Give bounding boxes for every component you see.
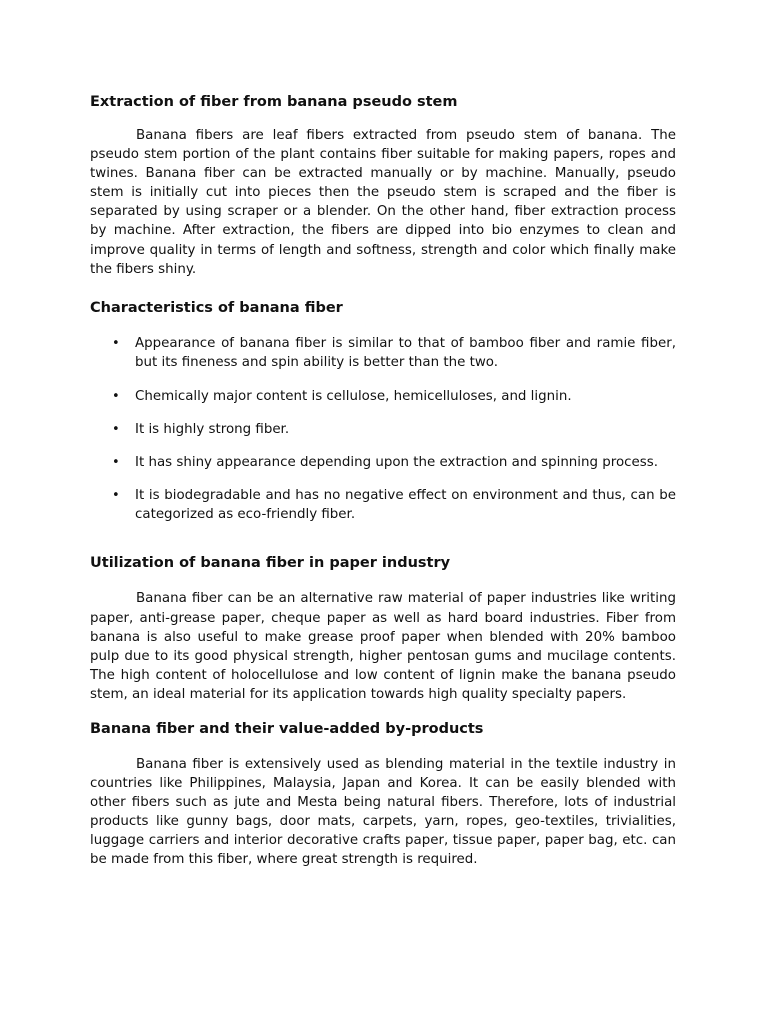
bullet-icon: • [112, 422, 120, 438]
list-item-text: Appearance of banana fiber is similar to that of bamboo fiber and ramie fiber, but its fineness and spin ability is better than the two. [135, 335, 676, 370]
bullet-icon: • [112, 335, 120, 351]
paragraph-by-products: Banana fiber is extensively used as blending material in the textile industry in countries like Philippines, Malaysia, Japan and Korea. It can be easily blended with other fibers such as jute and Mesta being natural fibers. Therefore, lots of industrial products like gunny bags, door mats, carpets, yarn, ropes, geo-textiles, trivialities, luggage carriers and interior decorative crafts paper, tissue paper, paper bag, etc. can be made from this fiber, where great strength is required. [90, 756, 676, 868]
paragraph-paper-industry: Banana fiber can be an alternative raw material of paper industries like writing paper, anti-grease paper, cheque paper as well as hard board industries. Fiber from banana is also useful to make grease proof paper when blended with 20% bamboo pulp due to its good physical strength, higher pentosan gums and mucilage contents. The high content of holocellulose and low content of lignin make the banana pseudo stem, an ideal material for its application towards high quality specialty papers. [90, 591, 676, 702]
section-heading-paper-industry: Utilization of banana fiber in paper industry [90, 555, 451, 572]
list-item [90, 387, 676, 406]
list-item [90, 486, 676, 524]
bullet-icon: • [112, 455, 120, 471]
document-page [90, 92, 676, 870]
list-item-text: It is biodegradable and has no negative effect on environment and thus, can be categorized as eco-friendly fiber. [135, 488, 676, 523]
list-item [90, 334, 676, 372]
section-heading-characteristics: Characteristics of banana fiber [90, 299, 343, 316]
characteristics-list [90, 334, 676, 525]
bullet-icon: • [112, 388, 120, 404]
list-item [90, 420, 676, 439]
list-item-text: It has shiny appearance depending upon the extraction and spinning process. [135, 455, 658, 471]
list-item [90, 453, 676, 472]
bullet-icon: • [112, 488, 120, 504]
list-item-text: Chemically major content is cellulose, hemicelluloses, and lignin. [135, 388, 572, 404]
section-heading-extraction: Extraction of fiber from banana pseudo stem [90, 94, 458, 110]
list-item-text: It is highly strong fiber. [135, 422, 290, 438]
section-heading-by-products: Banana fiber and their value-added by-products [90, 720, 484, 737]
paragraph-extraction: Banana fibers are leaf fibers extracted from pseudo stem of banana. The pseudo stem portion of the plant contains fiber suitable for making papers, ropes and twines. Banana fiber can be extracted manually or by machine. Manually, pseudo stem is initially cut into pieces then the pseudo stem is scraped and the fiber is separated by using scraper or a blender. On the other hand, fiber extraction process by machine. After extraction, the fibers are dipped into bio enzymes to clean and improve quality in terms of length and softness, strength and color which finally make the fibers shiny. [90, 128, 676, 277]
